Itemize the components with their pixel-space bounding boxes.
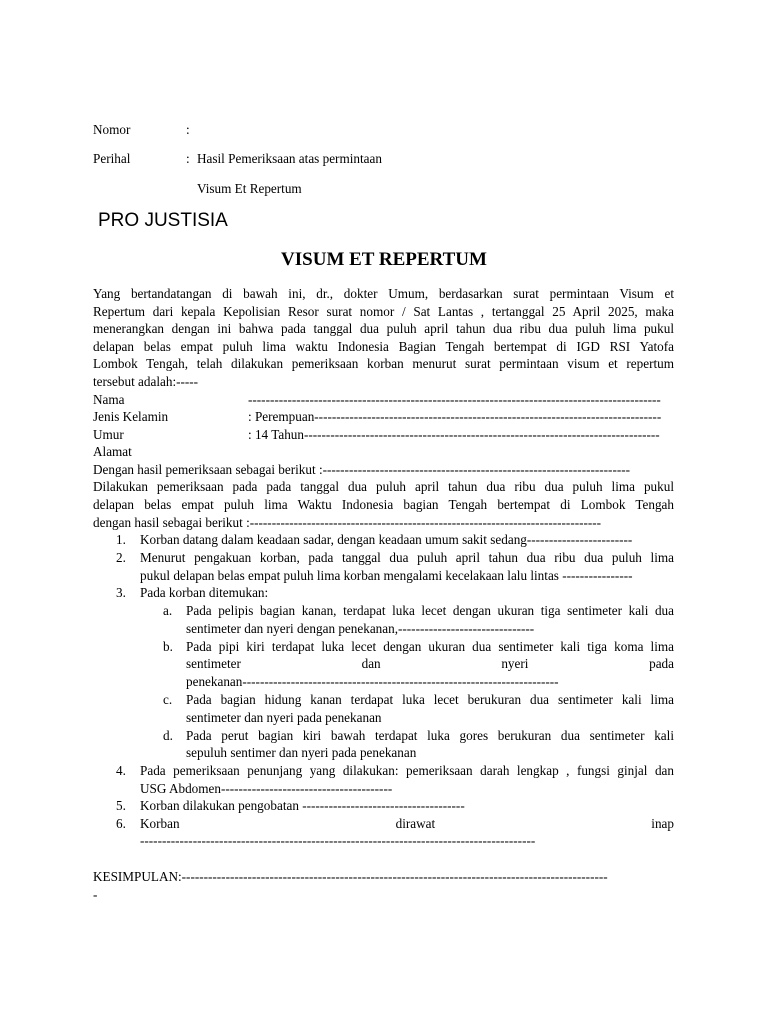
nama-label: Nama — [93, 392, 125, 407]
umur-label: Umur — [93, 427, 124, 442]
sublist-letter: b. — [163, 639, 173, 654]
exam-heading: Dengan hasil pemeriksaan sebagai berikut :---------------------------------------------------------------------- — [93, 462, 631, 477]
list-item-continued: pukul delapan belas empat puluh lima korban mengalami kecelakaan lalu lintas ---------------- — [140, 568, 633, 583]
sublist-item-continued: sentimeter dan nyeri pada — [186, 656, 674, 671]
list-number: 5. — [116, 798, 126, 813]
umur-value: : 14 Tahun--------------------------------------------------------------------------------- — [248, 427, 660, 442]
list-item: Pada korban ditemukan: — [140, 585, 269, 600]
list-item: Korban dirawat inap — [140, 816, 674, 831]
list-item: Korban datang dalam keadaan sadar, dengan keadaan umum sakit sedang------------------------ — [140, 532, 633, 547]
sublist-letter: a. — [163, 603, 173, 618]
list-number: 1. — [116, 532, 126, 547]
perihal-text-line2: Visum Et Repertum — [197, 181, 302, 196]
list-number: 4. — [116, 763, 126, 778]
jenis-kelamin-value: : Perempuan------------------------------------------------------------------------------- — [248, 409, 662, 424]
exam-line: dengan hasil sebagai berikut :-------------------------------------------------------------------------------- — [93, 515, 602, 530]
nomor-label: Nomor — [93, 122, 131, 137]
list-number: 3. — [116, 585, 126, 600]
intro-line: tersebut adalah:----- — [93, 374, 199, 389]
intro-line: Lombok Tengah, telah dilakukan pemeriksaan korban menurut surat permintaan visum et repertum — [93, 356, 674, 371]
sublist-item: Pada perut bagian kiri bawah terdapat luka gores berukuran dua sentimeter kali — [186, 728, 674, 743]
nama-value: ---------------------------------------------------------------------------------------------- — [248, 392, 661, 407]
kesimpulan-continued: - — [93, 887, 98, 902]
sublist-item-continued: sentimeter dan nyeri pada penekanan — [186, 710, 382, 725]
list-item-continued: ------------------------------------------------------------------------------------------ — [140, 833, 536, 848]
perihal-label: Perihal — [93, 151, 131, 166]
list-number: 2. — [116, 550, 126, 565]
list-item: Pada pemeriksaan penunjang yang dilakukan: pemeriksaan darah lengkap , fungsi ginjal dan — [140, 763, 674, 778]
pro-justisia-heading: PRO JUSTISIA — [98, 210, 228, 231]
sublist-item: Pada bagian hidung kanan terdapat luka lecet berukuran dua sentimeter kali lima — [186, 692, 674, 707]
jenis-kelamin-label: Jenis Kelamin — [93, 409, 169, 424]
intro-line: Yang bertandatangan di bawah ini, dr., dokter Umum, berdasarkan surat permintaan Visum et — [93, 286, 674, 301]
exam-line: delapan belas empat puluh lima Waktu Indonesia bagian Tengah bertempat di Lombok Tengah — [93, 497, 674, 512]
list-item-continued: USG Abdomen--------------------------------------- — [140, 781, 393, 796]
perihal-separator: : — [186, 151, 190, 166]
list-item: Menurut pengakuan korban, pada tanggal dua puluh april tahun dua ribu dua puluh lima — [140, 550, 674, 565]
alamat-label: Alamat — [93, 444, 132, 459]
exam-line: Dilakukan pemeriksaan pada pada tanggal dua puluh april tahun dua ribu dua puluh lima pukul — [93, 479, 674, 494]
sublist-item: Pada pelipis bagian kanan, terdapat luka lecet dengan ukuran tiga sentimeter kali dua — [186, 603, 674, 618]
list-number: 6. — [116, 816, 126, 831]
intro-line: delapan belas empat puluh lima waktu Indonesia Bagian Tengah bertempat di IGD RSI Yatofa — [93, 339, 674, 354]
document-title: VISUM ET REPERTUM — [281, 249, 487, 270]
sublist-item: Pada pipi kiri terdapat luka lecet dengan ukuran dua sentimeter kali tiga koma lima — [186, 639, 674, 654]
kesimpulan-heading: KESIMPULAN:------------------------------------------------------------------------------------------------- — [93, 869, 608, 884]
sublist-letter: c. — [163, 692, 173, 707]
list-item: Korban dilakukan pengobatan ------------------------------------- — [140, 798, 465, 813]
sublist-item-continued: sentimeter dan nyeri dengan penekanan,------------------------------- — [186, 621, 535, 636]
nomor-separator: : — [186, 122, 190, 137]
sublist-item-continued: penekanan------------------------------------------------------------------------ — [186, 674, 559, 689]
sublist-item-continued: sepuluh sentimer dan nyeri pada penekanan — [186, 745, 417, 760]
intro-line: menerangkan dengan ini bahwa pada tanggal dua puluh april tahun dua ribu dua puluh lima pukul — [93, 321, 674, 336]
perihal-text-line1: Hasil Pemeriksaan atas permintaan — [197, 151, 382, 166]
intro-line: Repertum dari kepala Kepolisian Resor surat nomor / Sat Lantas , tertanggal 25 April 2025, maka — [93, 304, 674, 319]
sublist-letter: d. — [163, 728, 173, 743]
